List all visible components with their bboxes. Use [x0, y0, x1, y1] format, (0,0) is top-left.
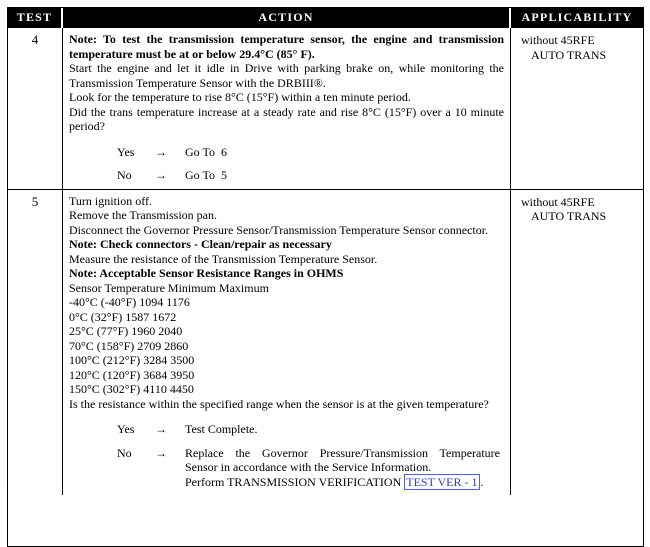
action-step: Look for the temperature to rise 8°C (15°F) within a ten minute period. [69, 90, 411, 104]
action-question: Is the resistance within the specified range when the sensor is at the given temperature? [69, 396, 489, 411]
decision-no-label: No [117, 168, 132, 182]
decision-yes-label: Yes [117, 422, 135, 436]
decision-no-label: No [117, 445, 132, 460]
applicability-cell [511, 28, 643, 189]
resistance-row: 0°C (32°F) 1587 1672 [69, 309, 177, 324]
resistance-row: -40°C (-40°F) 1094 1176 [69, 295, 190, 309]
action-note: Note: Check connectors - Clean/repair as necessary [69, 237, 332, 251]
action-step: Start the engine and let it idle in Drive with parking brake on, while monitoring the Transmission Temperature Sensor with the DRBIII®. [69, 61, 504, 90]
resistance-row: 70°C (158°F) 2709 2860 [69, 338, 189, 353]
applicability-line: AUTO TRANS [531, 209, 607, 223]
action-question: Did the trans temperature increase at a steady rate and rise 8°C (15°F) over a 10 minute period? [69, 104, 504, 133]
decision-no-result: Go To 5 [185, 168, 227, 182]
resistance-row: 150°C (302°F) 4110 4450 [69, 382, 194, 396]
action-note: Note: Acceptable Sensor Resistance Ranges in OHMS [69, 266, 344, 280]
arrow-icon: → [155, 144, 167, 159]
arrow-icon: → [155, 168, 167, 182]
resistance-row: 120°C (120°F) 3684 3950 [69, 367, 195, 382]
column-header-applicability: APPLICABILITY [511, 8, 643, 28]
arrow-icon: → [155, 422, 167, 436]
column-header-test: TEST [8, 8, 63, 28]
resistance-row: 100°C (212°F) 3284 3500 [69, 353, 195, 367]
resistance-table-header: Sensor Temperature Minimum Maximum [69, 280, 269, 295]
perform-period: . [480, 474, 484, 489]
applicability-line: without 45RFE [521, 33, 595, 47]
action-step: Measure the resistance of the Transmission Temperature Sensor. [69, 251, 378, 266]
column-header-action: ACTION [63, 8, 511, 28]
decision-yes-result: Test Complete. [185, 422, 258, 436]
applicability-line: without 45RFE [521, 194, 595, 209]
arrow-icon: → [155, 445, 167, 460]
resistance-row: 25°C (77°F) 1960 2040 [69, 324, 183, 338]
action-note: Note: To test the transmission temperature sensor, the engine and transmission temperature must be at or below 29.4°C (85° F). [69, 32, 504, 61]
action-cell [63, 28, 511, 189]
decision-yes [117, 422, 504, 437]
table-row-test-4 [8, 28, 643, 189]
decision-yes [117, 145, 504, 160]
action-step: Remove the Transmission pan. [69, 208, 218, 222]
table-header-row [8, 8, 643, 28]
decision-no-result [185, 446, 504, 490]
applicability-cell [511, 190, 643, 496]
test-ver-link[interactable]: TEST VER - 1 [404, 474, 480, 490]
table-row-test-5 [8, 189, 643, 496]
decision-yes-result: Go To 6 [185, 144, 227, 159]
decision-yes-label: Yes [117, 144, 135, 159]
test-number: 4 [8, 28, 63, 189]
perform-line [185, 475, 500, 490]
action-cell [63, 190, 511, 496]
decision-no-text: Replace the Governor Pressure/Transmission Temperature Sensor in accordance with the Service Information. [185, 445, 500, 474]
perform-text: Perform TRANSMISSION VERIFICATION [185, 474, 405, 489]
action-step: Disconnect the Governor Pressure Sensor/Transmission Temperature Sensor connector. [69, 222, 489, 237]
decision-no [117, 446, 504, 490]
test-number: 5 [8, 190, 63, 496]
diagnostic-test-table [7, 7, 644, 547]
decision-no [117, 168, 504, 183]
applicability-line: AUTO TRANS [531, 47, 607, 62]
action-step: Turn ignition off. [69, 193, 153, 208]
